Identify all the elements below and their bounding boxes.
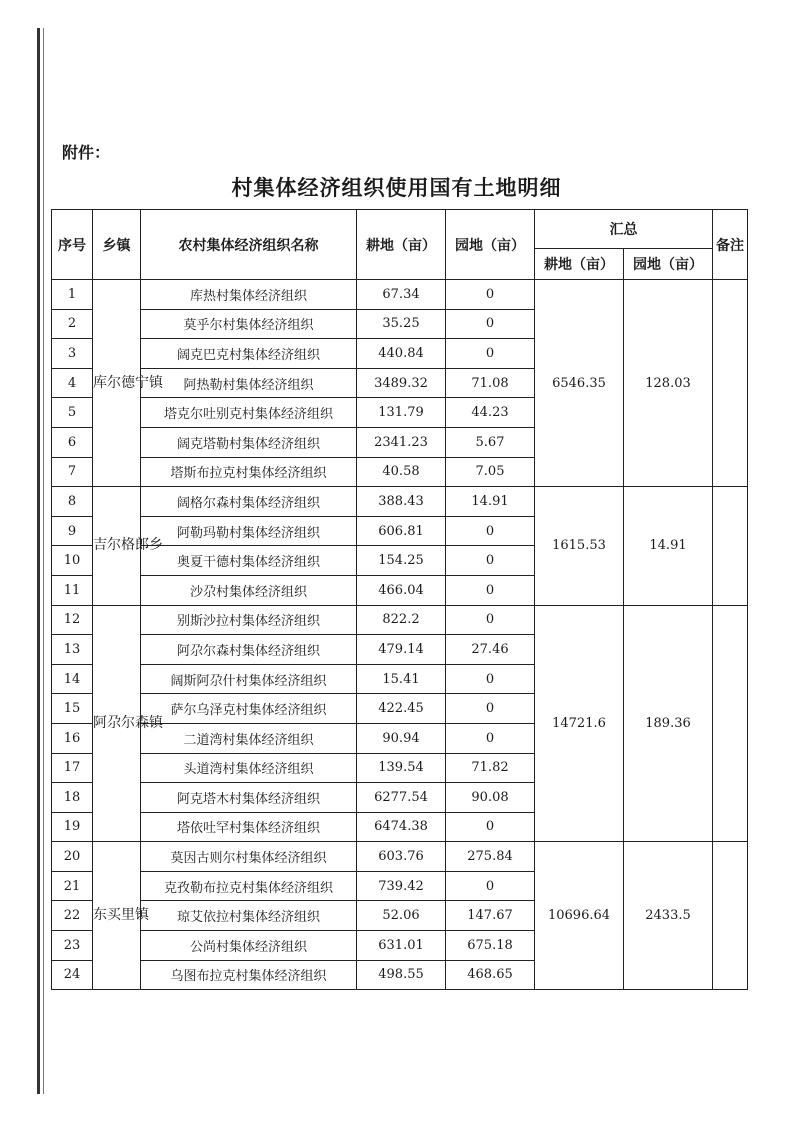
cell-seq: 6 — [52, 427, 93, 457]
cell-total-arable: 6546.35 — [535, 280, 624, 487]
cell-garden: 0 — [446, 871, 535, 901]
cell-seq: 22 — [52, 901, 93, 931]
cell-total-garden: 2433.5 — [624, 842, 713, 990]
cell-arable: 131.79 — [357, 398, 446, 428]
table-row — [52, 605, 748, 635]
cell-garden: 468.65 — [446, 960, 535, 990]
header-sum-arable: 耕地（亩） — [535, 249, 624, 280]
header-remarks: 备注 — [713, 210, 748, 280]
cell-arable: 15.41 — [357, 664, 446, 694]
cell-garden: 71.82 — [446, 753, 535, 783]
cell-seq: 9 — [52, 516, 93, 546]
cell-org-name: 塔依吐罕村集体经济组织 — [141, 812, 357, 842]
cell-remarks — [713, 842, 748, 990]
cell-seq: 8 — [52, 487, 93, 517]
cell-org-name: 头道湾村集体经济组织 — [141, 753, 357, 783]
cell-org-name: 克孜勒布拉克村集体经济组织 — [141, 871, 357, 901]
cell-seq: 2 — [52, 309, 93, 339]
cell-garden: 0 — [446, 575, 535, 605]
cell-arable: 440.84 — [357, 339, 446, 369]
header-arable: 耕地（亩） — [357, 210, 446, 280]
cell-garden: 5.67 — [446, 427, 535, 457]
cell-garden: 0 — [446, 309, 535, 339]
cell-total-garden: 128.03 — [624, 280, 713, 487]
cell-seq: 1 — [52, 280, 93, 310]
cell-org-name: 奥夏干德村集体经济组织 — [141, 546, 357, 576]
cell-seq: 14 — [52, 664, 93, 694]
cell-org-name: 塔克尔吐别克村集体经济组织 — [141, 398, 357, 428]
cell-seq: 21 — [52, 871, 93, 901]
cell-remarks — [713, 605, 748, 842]
cell-org-name: 阿克塔木村集体经济组织 — [141, 783, 357, 813]
land-detail-table — [51, 209, 748, 990]
cell-arable: 603.76 — [357, 842, 446, 872]
cell-seq: 16 — [52, 723, 93, 753]
cell-garden: 0 — [446, 280, 535, 310]
cell-arable: 631.01 — [357, 931, 446, 961]
cell-total-garden: 189.36 — [624, 605, 713, 842]
cell-arable: 154.25 — [357, 546, 446, 576]
header-summary: 汇总 — [535, 210, 713, 249]
cell-arable: 139.54 — [357, 753, 446, 783]
table-row — [52, 280, 748, 310]
cell-seq: 19 — [52, 812, 93, 842]
cell-org-name: 阿尕尔森村集体经济组织 — [141, 635, 357, 665]
cell-org-name: 莫乎尔村集体经济组织 — [141, 309, 357, 339]
cell-org-name: 公尚村集体经济组织 — [141, 931, 357, 961]
cell-arable: 6277.54 — [357, 783, 446, 813]
cell-garden: 0 — [446, 723, 535, 753]
cell-org-name: 阔斯阿尕什村集体经济组织 — [141, 664, 357, 694]
cell-org-name: 乌图布拉克村集体经济组织 — [141, 960, 357, 990]
cell-org-name: 阔克巴克村集体经济组织 — [141, 339, 357, 369]
cell-town: 吉尔格郎乡 — [93, 487, 141, 605]
cell-org-name: 库热村集体经济组织 — [141, 280, 357, 310]
header-garden: 园地（亩） — [446, 210, 535, 280]
table-body — [52, 280, 748, 990]
cell-arable: 498.55 — [357, 960, 446, 990]
cell-seq: 5 — [52, 398, 93, 428]
header-town: 乡镇 — [93, 210, 141, 280]
cell-total-arable: 10696.64 — [535, 842, 624, 990]
cell-seq: 23 — [52, 931, 93, 961]
cell-seq: 11 — [52, 575, 93, 605]
cell-arable: 822.2 — [357, 605, 446, 635]
cell-seq: 13 — [52, 635, 93, 665]
cell-garden: 0 — [446, 605, 535, 635]
cell-seq: 7 — [52, 457, 93, 487]
cell-remarks — [713, 487, 748, 605]
cell-total-garden: 14.91 — [624, 487, 713, 605]
cell-arable: 2341.23 — [357, 427, 446, 457]
cell-total-arable: 14721.6 — [535, 605, 624, 842]
cell-org-name: 萨尔乌泽克村集体经济组织 — [141, 694, 357, 724]
cell-arable: 6474.38 — [357, 812, 446, 842]
table-row — [52, 487, 748, 517]
cell-garden: 0 — [446, 664, 535, 694]
cell-org-name: 阔克塔勒村集体经济组织 — [141, 427, 357, 457]
cell-garden: 0 — [446, 812, 535, 842]
cell-org-name: 别斯沙拉村集体经济组织 — [141, 605, 357, 635]
cell-arable: 52.06 — [357, 901, 446, 931]
cell-seq: 24 — [52, 960, 93, 990]
document-title: 村集体经济组织使用国有土地明细 — [231, 176, 562, 200]
cell-arable: 739.42 — [357, 871, 446, 901]
cell-org-name: 塔斯布拉克村集体经济组织 — [141, 457, 357, 487]
cell-garden: 675.18 — [446, 931, 535, 961]
cell-seq: 17 — [52, 753, 93, 783]
cell-town: 东买里镇 — [93, 842, 141, 990]
cell-garden: 14.91 — [446, 487, 535, 517]
cell-seq: 10 — [52, 546, 93, 576]
cell-arable: 35.25 — [357, 309, 446, 339]
cell-org-name: 阔格尔森村集体经济组织 — [141, 487, 357, 517]
cell-seq: 15 — [52, 694, 93, 724]
cell-seq: 12 — [52, 605, 93, 635]
cell-arable: 388.43 — [357, 487, 446, 517]
cell-garden: 0 — [446, 339, 535, 369]
cell-arable: 3489.32 — [357, 368, 446, 398]
cell-garden: 90.08 — [446, 783, 535, 813]
cell-garden: 44.23 — [446, 398, 535, 428]
cell-org-name: 沙尕村集体经济组织 — [141, 575, 357, 605]
cell-arable: 67.34 — [357, 280, 446, 310]
cell-garden: 7.05 — [446, 457, 535, 487]
cell-arable: 422.45 — [357, 694, 446, 724]
cell-total-arable: 1615.53 — [535, 487, 624, 605]
cell-seq: 3 — [52, 339, 93, 369]
cell-org-name: 阿勒玛勒村集体经济组织 — [141, 516, 357, 546]
cell-garden: 147.67 — [446, 901, 535, 931]
cell-org-name: 二道湾村集体经济组织 — [141, 723, 357, 753]
cell-arable: 479.14 — [357, 635, 446, 665]
cell-garden: 0 — [446, 516, 535, 546]
table-row — [52, 842, 748, 872]
cell-garden: 0 — [446, 546, 535, 576]
cell-org-name: 莫因古则尔村集体经济组织 — [141, 842, 357, 872]
cell-town: 阿尕尔森镇 — [93, 605, 141, 842]
cell-seq: 18 — [52, 783, 93, 813]
cell-garden: 275.84 — [446, 842, 535, 872]
cell-org-name: 琼艾依拉村集体经济组织 — [141, 901, 357, 931]
cell-remarks — [713, 280, 748, 487]
cell-arable: 466.04 — [357, 575, 446, 605]
cell-arable: 90.94 — [357, 723, 446, 753]
attachment-label: 附件： — [62, 143, 111, 162]
cell-garden: 27.46 — [446, 635, 535, 665]
cell-garden: 71.08 — [446, 368, 535, 398]
cell-arable: 606.81 — [357, 516, 446, 546]
header-seq: 序号 — [52, 210, 93, 280]
cell-town: 库尔德宁镇 — [93, 280, 141, 487]
cell-garden: 0 — [446, 694, 535, 724]
cell-seq: 4 — [52, 368, 93, 398]
cell-seq: 20 — [52, 842, 93, 872]
cell-arable: 40.58 — [357, 457, 446, 487]
cell-org-name: 阿热勒村集体经济组织 — [141, 368, 357, 398]
header-org-name: 农村集体经济组织名称 — [141, 210, 357, 280]
header-sum-garden: 园地（亩） — [624, 249, 713, 280]
